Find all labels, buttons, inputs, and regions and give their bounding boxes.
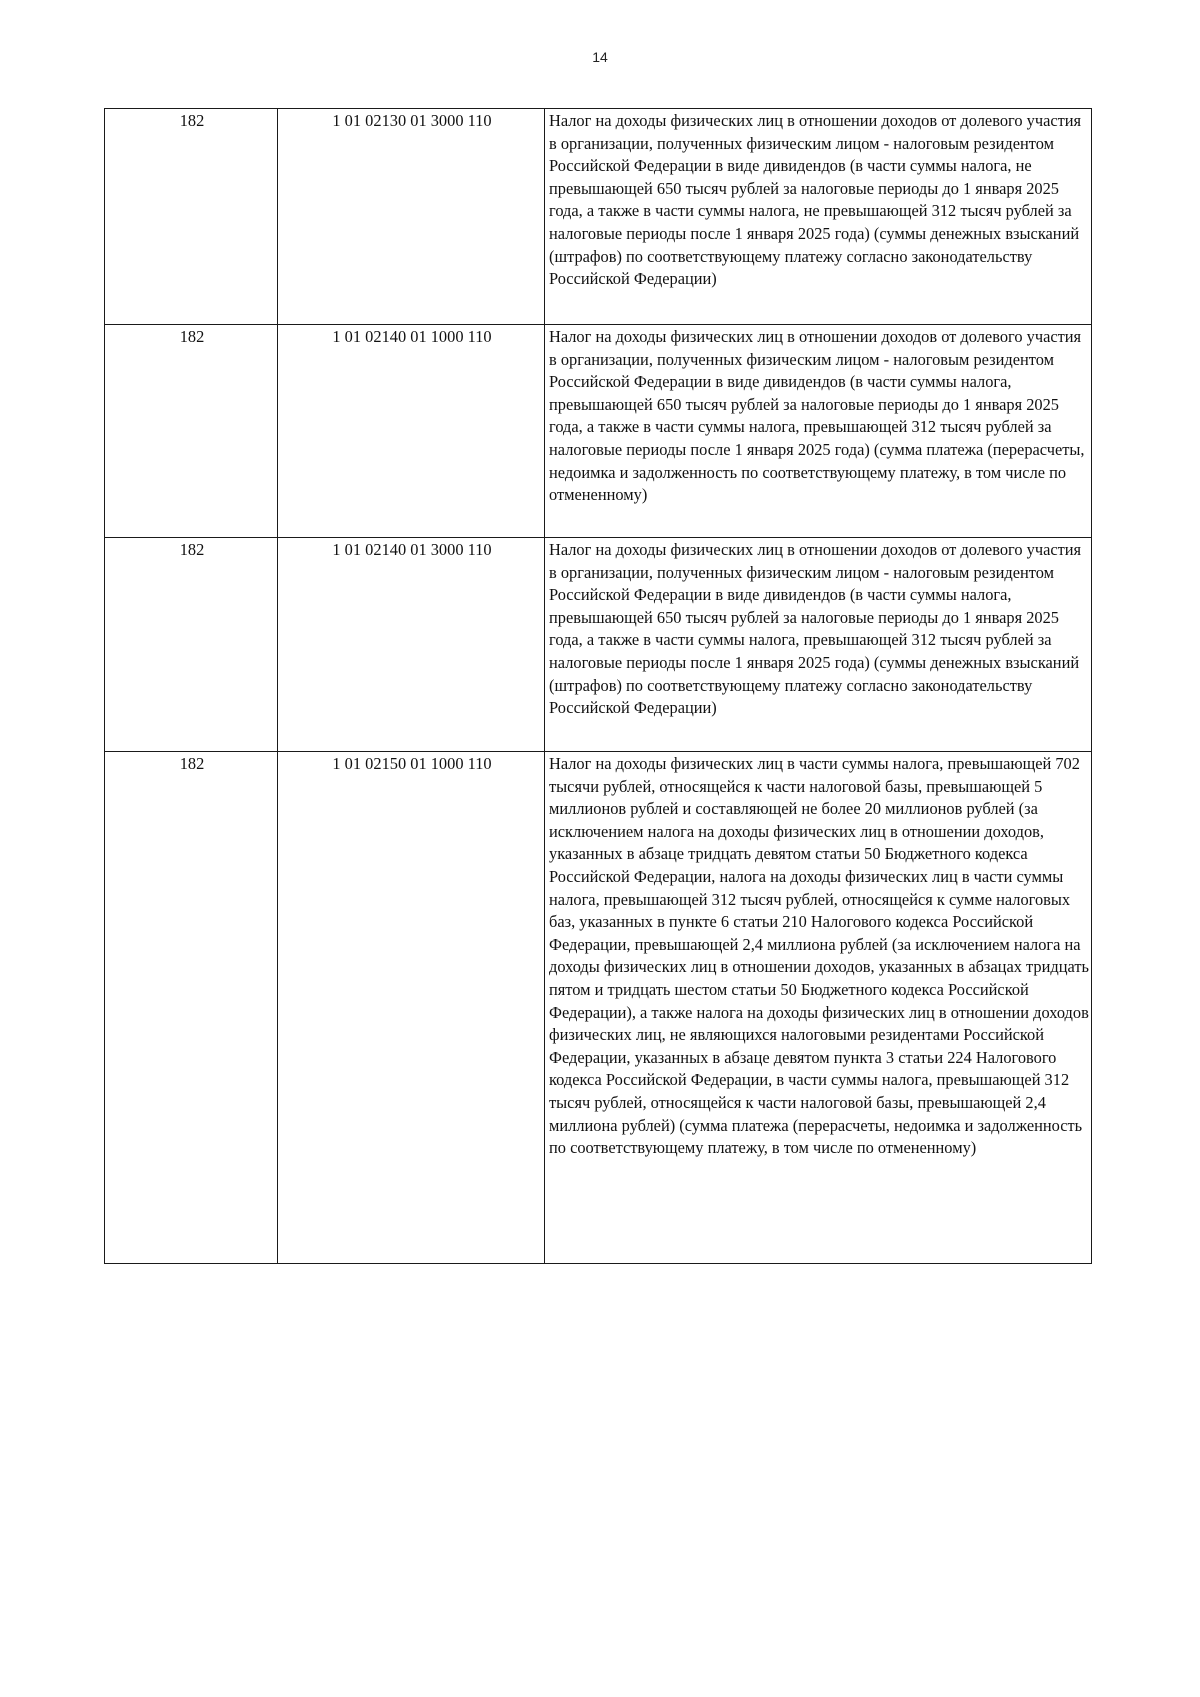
table-row xyxy=(105,752,1092,1264)
budget-classification-table xyxy=(104,108,1092,1264)
budget-code-cell: 1 01 02140 01 1000 110 xyxy=(278,325,545,538)
budget-code-cell: 1 01 02150 01 1000 110 xyxy=(278,752,545,1264)
table-row xyxy=(105,538,1092,752)
income-name-cell xyxy=(545,752,1092,1264)
page-number: 14 xyxy=(592,49,608,65)
table-row xyxy=(105,325,1092,538)
income-name-cell xyxy=(545,109,1092,325)
budget-code-cell: 1 01 02130 01 3000 110 xyxy=(278,109,545,325)
income-name-text: Налог на доходы физических лиц в отношении доходов от долевого участия в организации, полученных физическим лицом - налоговым резидентом Российской Федерации в виде дивидендов (в части суммы налога, не превышающей 650 тысяч рублей за налоговые периоды до 1 января 2025 года, а также в части суммы налога, не превышающей 312 тысяч рублей за налоговые периоды после 1 января 2025 года) (суммы денежных взысканий (штрафов) по соответствующему платежу согласно законодательству Российской Федерации) xyxy=(549,111,1082,289)
income-name-cell xyxy=(545,538,1092,752)
table-row xyxy=(105,109,1092,325)
admin-code-cell: 182 xyxy=(105,538,278,752)
admin-code-cell: 182 xyxy=(105,325,278,538)
budget-code-cell: 1 01 02140 01 3000 110 xyxy=(278,538,545,752)
income-name-text: Налог на доходы физических лиц в части суммы налога, превышающей 702 тысячи рублей, относящейся к части налоговой базы, превышающей 5 миллионов рублей и составляющей не более 20 миллионов рублей (за исключением налога на доходы физических лиц в отношении доходов, указанных в абзаце тридцать девятом статьи 50 Бюджетного кодекса Российской Федерации, налога на доходы физических лиц в части суммы налога, превышающей 312 тысяч рублей, относящейся к сумме налоговых баз, указанных в пункте 6 статьи 210 Налогового кодекса Российской Федерации, превышающей 2,4 миллиона рублей (за исключением налога на доходы физических лиц в отношении доходов, указанных в абзацах тридцать пятом и тридцать шестом статьи 50 Бюджетного кодекса Российской Федерации), а также налога на доходы физических лиц в отношении доходов физических лиц, не являющихся налоговыми резидентами Российской Федерации, указанных в абзаце девятом пункта 3 статьи 224 Налогового кодекса Российской Федерации, в части суммы налога, превышающей 312 тысяч рублей, относящейся к части налоговой базы, превышающей 2,4 миллиона рублей) (сумма платежа (перерасчеты, недоимка и задолженность по соответствующему платежу, в том числе по отмененному) xyxy=(549,754,1089,1158)
admin-code-cell: 182 xyxy=(105,109,278,325)
income-name-text: Налог на доходы физических лиц в отношении доходов от долевого участия в организации, полученных физическим лицом - налоговым резидентом Российской Федерации в виде дивидендов (в части суммы налога, превышающей 650 тысяч рублей за налоговые периоды до 1 января 2025 года, а также в части суммы налога, превышающей 312 тысяч рублей за налоговые периоды после 1 января 2025 года) (сумма платежа (перерасчеты, недоимка и задолженность по соответствующему платежу, в том числе по отмененному) xyxy=(549,327,1085,505)
income-name-text: Налог на доходы физических лиц в отношении доходов от долевого участия в организации, полученных физическим лицом - налоговым резидентом Российской Федерации в виде дивидендов (в части суммы налога, превышающей 650 тысяч рублей за налоговые периоды до 1 января 2025 года, а также в части суммы налога, превышающей 312 тысяч рублей за налоговые периоды после 1 января 2025 года) (суммы денежных взысканий (штрафов) по соответствующему платежу согласно законодательству Российской Федерации) xyxy=(549,540,1082,718)
income-name-cell xyxy=(545,325,1092,538)
admin-code-cell: 182 xyxy=(105,752,278,1264)
